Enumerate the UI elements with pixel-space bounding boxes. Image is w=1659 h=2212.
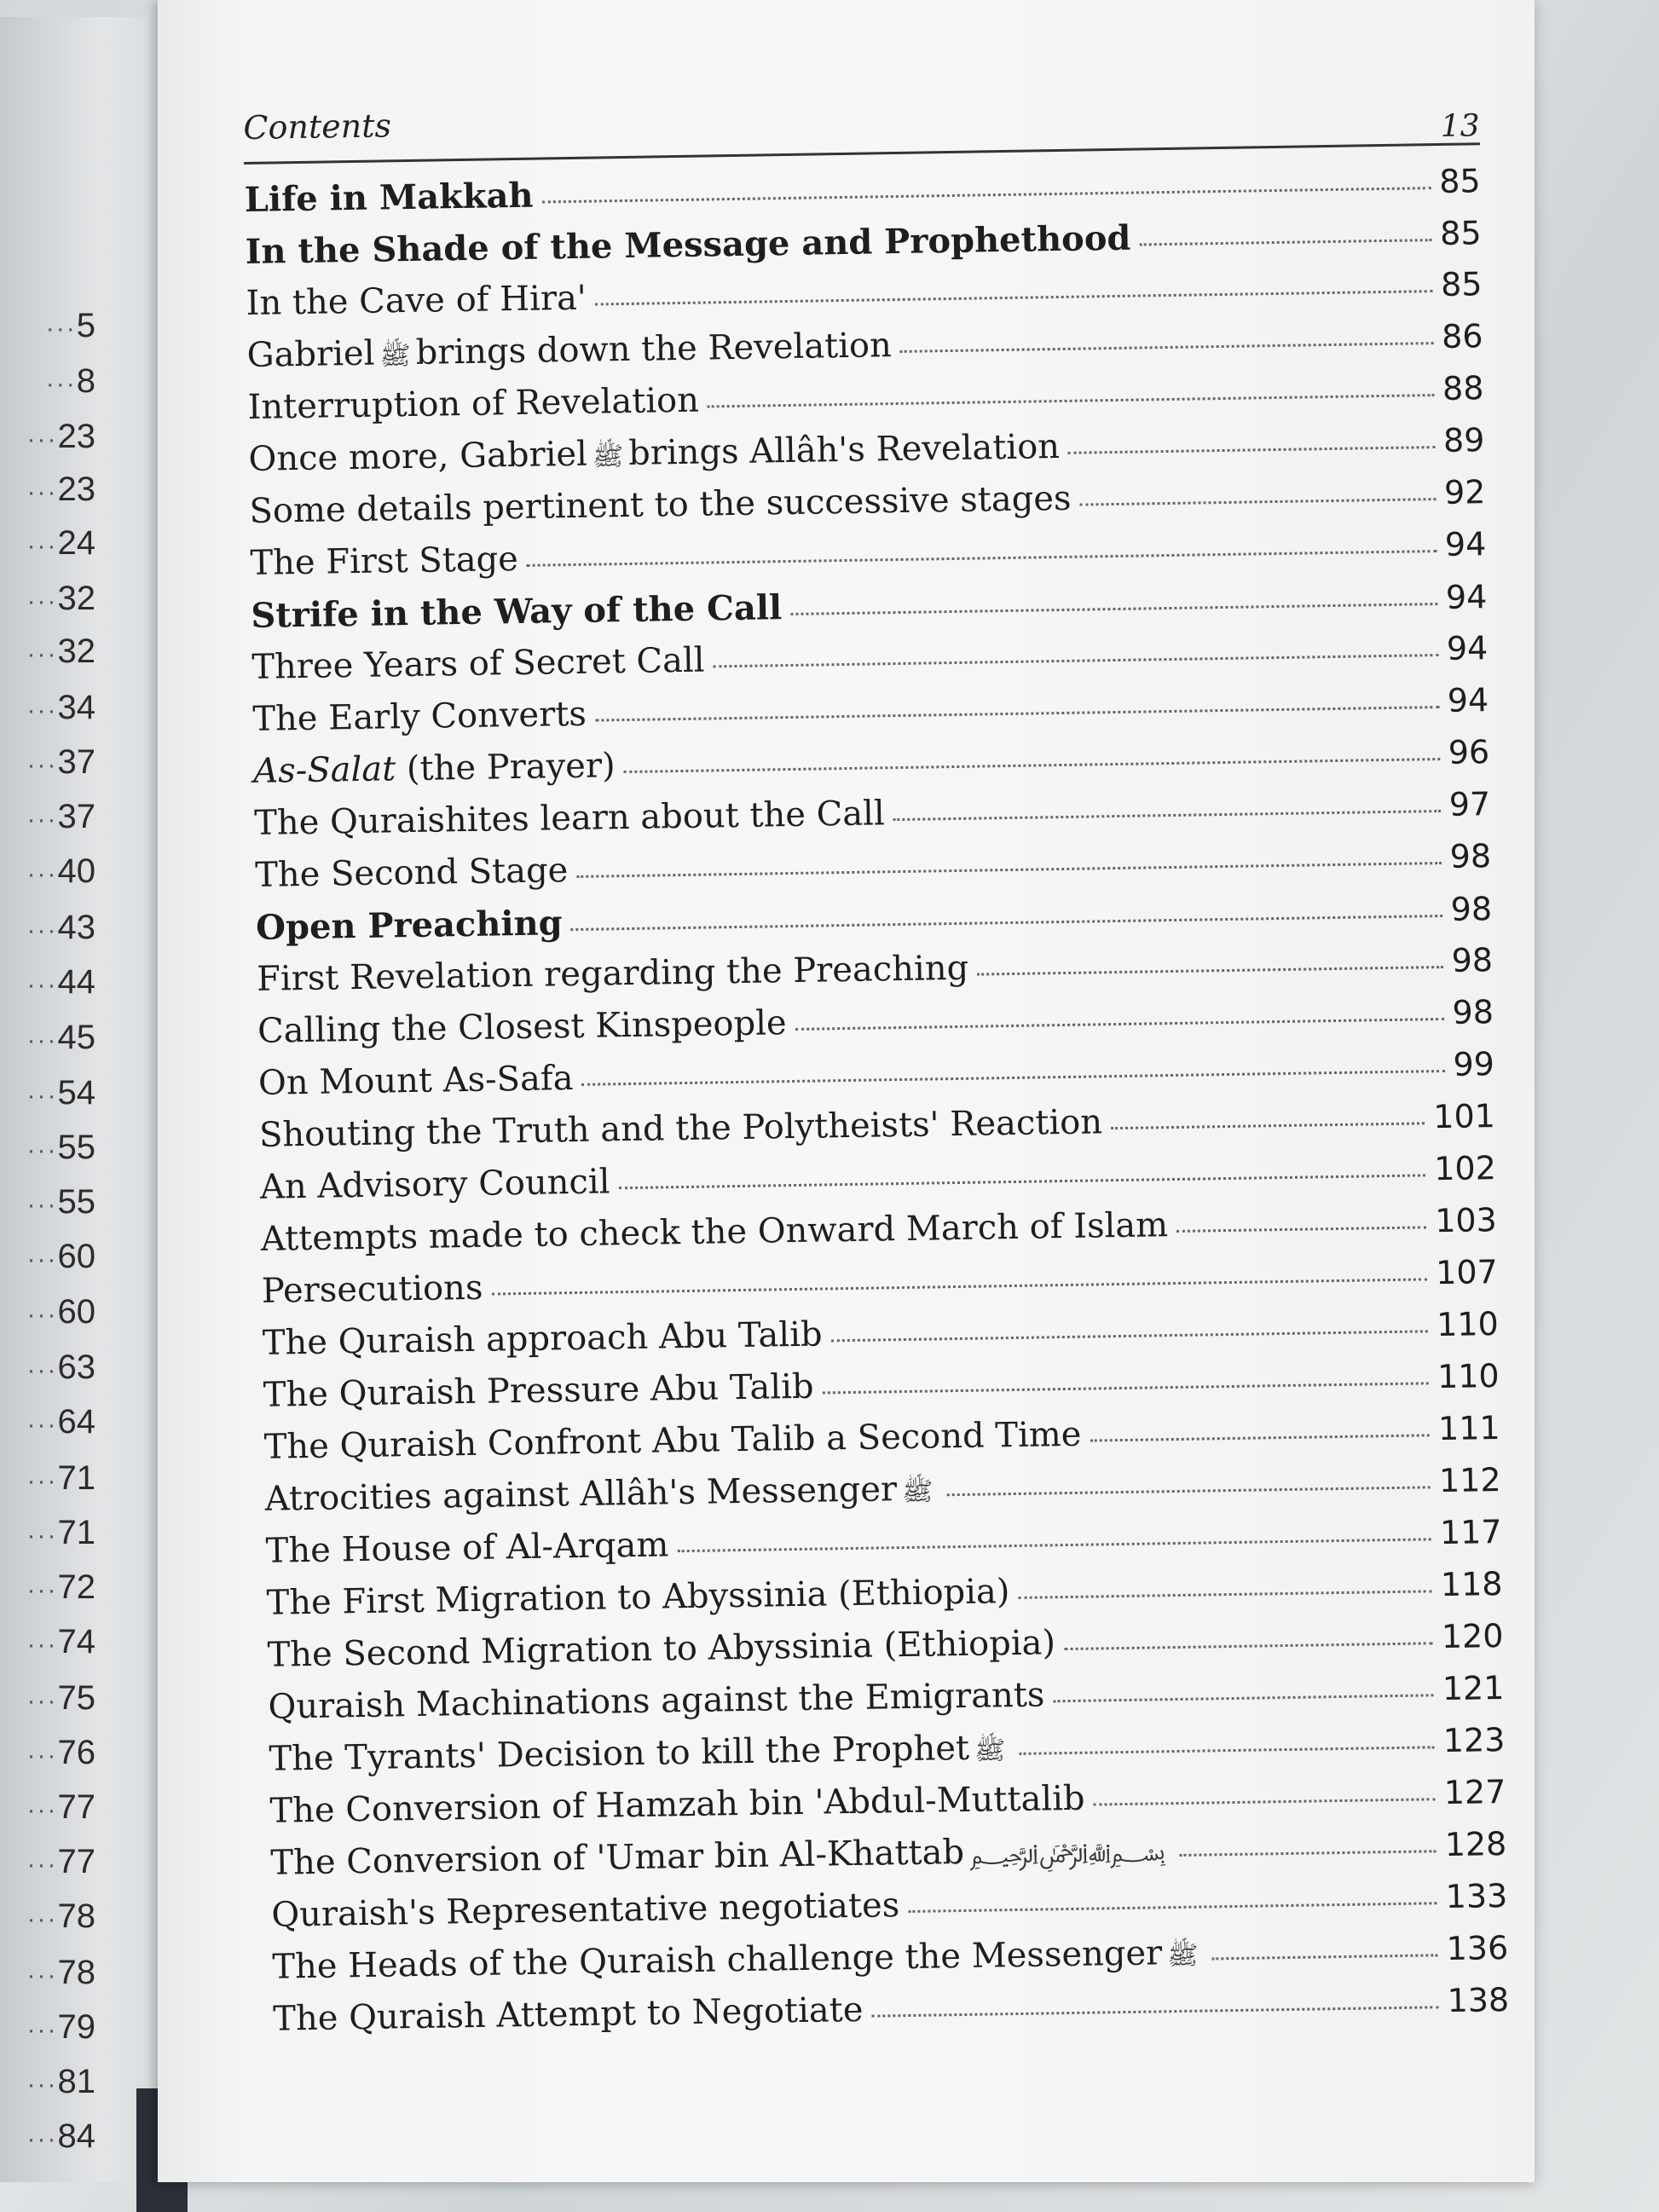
toc-entry-text: The First Stage bbox=[250, 539, 519, 583]
leader-dots: ··· bbox=[45, 370, 77, 398]
toc-entry-page-number: 98 bbox=[1449, 837, 1492, 875]
left-page-number bbox=[19, 1293, 95, 1331]
dot-leader bbox=[1090, 1434, 1430, 1441]
left-page-number bbox=[19, 1897, 95, 1936]
left-page-number-value: 75 bbox=[57, 1679, 95, 1717]
leader-dots: ··· bbox=[26, 1026, 58, 1054]
toc-entry-page-number: 117 bbox=[1439, 1513, 1502, 1552]
page-header bbox=[243, 83, 1480, 165]
toc-entry-title bbox=[244, 176, 533, 220]
left-page-number bbox=[19, 1623, 95, 1661]
toc-entry-text: The Conversion of 'Umar bin Al-Khattab bbox=[270, 1832, 965, 1883]
left-page-number-value: 74 bbox=[57, 1623, 95, 1660]
toc-entry-page-number: 94 bbox=[1446, 629, 1488, 667]
toc-entry-page-number: 96 bbox=[1448, 733, 1490, 771]
toc-entry-text: In the Cave of Hira' bbox=[246, 278, 587, 323]
toc-entry-title bbox=[265, 1525, 668, 1570]
toc-entry-page-number: 94 bbox=[1445, 578, 1488, 616]
toc-entry-page-number: 92 bbox=[1443, 473, 1486, 511]
left-page-number bbox=[19, 2008, 95, 2047]
toc-entry-text: Quraish Machinations against the Emigrants bbox=[268, 1675, 1045, 1727]
toc-entry-title bbox=[251, 587, 782, 636]
dot-leader bbox=[714, 654, 1438, 667]
left-page-number-value: 71 bbox=[57, 1514, 95, 1551]
left-page-number-value: 55 bbox=[57, 1129, 95, 1166]
toc-entry-page-number: 85 bbox=[1440, 265, 1483, 303]
left-page-number-value: 32 bbox=[57, 580, 95, 617]
leader-dots: ··· bbox=[26, 1741, 58, 1770]
toc-entry-text: (the Prayer) bbox=[406, 746, 616, 789]
leader-dots: ··· bbox=[26, 532, 58, 560]
toc-entry-title bbox=[263, 1315, 823, 1363]
toc-entry-title bbox=[258, 1059, 574, 1103]
dot-leader bbox=[1179, 1850, 1436, 1857]
leader-dots: ··· bbox=[26, 1136, 58, 1164]
dot-leader bbox=[1080, 498, 1436, 506]
toc-entry-title bbox=[263, 1367, 813, 1415]
toc-entry-text: Once more, Gabriel bbox=[248, 434, 588, 479]
toc-entry-text: The Heads of the Quraish challenge the Messenger bbox=[272, 1933, 1163, 1987]
toc-entry-page-number: 120 bbox=[1441, 1617, 1504, 1656]
dot-leader bbox=[491, 1278, 1427, 1295]
left-page-number bbox=[19, 1019, 95, 1057]
toc-entry-page-number: 110 bbox=[1436, 1357, 1500, 1396]
left-page-number-value: 45 bbox=[57, 1019, 95, 1056]
left-page-number-value: 77 bbox=[57, 1788, 95, 1826]
toc-entry-text: Shouting the Truth and the Polytheists' Reaction bbox=[258, 1102, 1103, 1155]
leader-dots: ··· bbox=[26, 1245, 58, 1273]
toc-entry-page-number: 112 bbox=[1438, 1461, 1501, 1500]
toc-entry-text: Attempts made to check the Onward March of Islam bbox=[260, 1205, 1169, 1259]
toc-entry-title bbox=[252, 695, 587, 739]
dot-leader bbox=[795, 1018, 1444, 1031]
dot-leader bbox=[619, 1174, 1426, 1189]
honorific-glyph-icon: ﷺ bbox=[901, 1476, 934, 1508]
toc-entry-text: The Quraish Attempt to Negotiate bbox=[272, 1990, 864, 2039]
toc-entry-text: The Quraish approach Abu Talib bbox=[262, 1314, 823, 1363]
toc-entry-text: Three Years of Secret Call bbox=[251, 640, 705, 687]
dot-leader bbox=[1212, 1954, 1438, 1960]
left-page-number-value: 8 bbox=[76, 362, 95, 400]
leader-dots: ··· bbox=[26, 916, 58, 944]
left-page-number-value: 60 bbox=[57, 1238, 95, 1275]
toc-entry-page-number: 138 bbox=[1447, 1980, 1510, 2020]
toc-entry-title bbox=[253, 746, 616, 791]
toc-entry-title bbox=[257, 1003, 787, 1051]
left-page-number-value: 84 bbox=[57, 2117, 95, 2155]
honorific-glyph-icon: ﷽ bbox=[968, 1837, 1166, 1870]
leader-dots: ··· bbox=[26, 1961, 58, 1990]
left-page-number bbox=[19, 1183, 95, 1222]
leader-dots: ··· bbox=[26, 2071, 58, 2099]
dot-leader bbox=[908, 1902, 1437, 1913]
left-page-number bbox=[19, 1074, 95, 1112]
toc-entry-page-number: 118 bbox=[1440, 1565, 1503, 1604]
toc-entry-text: In the Shade of the Message and Prophethood bbox=[245, 217, 1131, 272]
leader-dots: ··· bbox=[26, 1356, 58, 1384]
toc-entry-text: Open Preaching bbox=[255, 903, 564, 948]
toc-entry-page-number: 98 bbox=[1450, 890, 1493, 928]
dot-leader bbox=[1064, 1642, 1433, 1650]
toc-entry-page-number: 101 bbox=[1432, 1097, 1496, 1136]
dot-leader bbox=[595, 290, 1432, 305]
left-page-number-value: 60 bbox=[57, 1293, 95, 1331]
left-page-number bbox=[19, 471, 95, 509]
toc-entry-text: Atrocities against Allâh's Messenger bbox=[264, 1470, 898, 1519]
left-page-number-value: 24 bbox=[57, 524, 95, 562]
toc-entry-italic-text: As-Salat bbox=[252, 749, 396, 791]
dot-leader bbox=[1068, 446, 1435, 454]
left-page-number bbox=[19, 1129, 95, 1167]
left-page-number-value: 81 bbox=[57, 2063, 95, 2100]
toc-entry-text: The Early Converts bbox=[252, 694, 587, 739]
toc-entry-text: Calling the Closest Kinspeople bbox=[257, 1003, 787, 1051]
toc-entry-text: On Mount As-Safa bbox=[257, 1059, 574, 1103]
toc-entry-page-number: 133 bbox=[1445, 1876, 1508, 1916]
dot-leader bbox=[1019, 1590, 1433, 1599]
toc-entry-text: An Advisory Council bbox=[259, 1162, 610, 1207]
toc-entry-page-number: 107 bbox=[1435, 1253, 1499, 1292]
toc-entry-text: The Conversion of Hamzah bin 'Abdul-Muttalib bbox=[269, 1778, 1085, 1831]
leader-dots: ··· bbox=[26, 971, 58, 999]
left-page-number bbox=[19, 1734, 95, 1772]
left-page-number bbox=[19, 524, 95, 563]
toc-entry-text: The Quraish Confront Abu Talib a Second Time bbox=[263, 1414, 1082, 1467]
left-page-number-value: 76 bbox=[57, 1734, 95, 1771]
dot-leader bbox=[823, 1382, 1430, 1394]
left-page-number-value: 54 bbox=[57, 1074, 95, 1112]
dot-leader bbox=[900, 342, 1433, 353]
dot-leader bbox=[527, 550, 1436, 567]
dot-leader bbox=[708, 394, 1434, 407]
leader-dots: ··· bbox=[26, 806, 58, 834]
toc-entry-page-number: 123 bbox=[1442, 1720, 1506, 1760]
leader-dots: ··· bbox=[26, 1467, 58, 1495]
left-page-number-value: 37 bbox=[57, 743, 95, 781]
toc-entry-title bbox=[246, 326, 892, 379]
dot-leader bbox=[624, 758, 1440, 773]
leader-dots: ··· bbox=[26, 1851, 58, 1879]
toc-entry-text: brings down the Revelation bbox=[415, 326, 893, 373]
left-page-number-value: 34 bbox=[57, 689, 95, 726]
leader-dots: ··· bbox=[26, 1576, 58, 1604]
dot-leader bbox=[571, 915, 1442, 931]
dot-leader bbox=[1053, 1694, 1434, 1702]
toc-entry-title bbox=[255, 851, 569, 895]
toc-entry-text: The First Migration to Abyssinia (Ethiopia) bbox=[266, 1572, 1010, 1623]
book-page bbox=[158, 0, 1535, 2182]
left-page-number bbox=[19, 1954, 95, 1992]
left-page-number-value: 23 bbox=[57, 471, 95, 508]
leader-dots: ··· bbox=[26, 1301, 58, 1329]
toc-entry-page-number: 103 bbox=[1434, 1201, 1498, 1240]
left-page-number bbox=[19, 852, 95, 891]
dot-leader bbox=[893, 810, 1441, 821]
toc-entry-page-number: 85 bbox=[1438, 162, 1481, 200]
toc-entry-text: The Quraish Pressure Abu Talib bbox=[263, 1366, 814, 1415]
previous-page-edge bbox=[0, 17, 173, 2182]
toc-entry-page-number: 94 bbox=[1447, 681, 1489, 719]
leader-dots: ··· bbox=[26, 1522, 58, 1550]
left-page-number bbox=[19, 307, 95, 345]
toc-entry-text: The House of Al-Arqam bbox=[265, 1525, 669, 1571]
left-page-number-value: 78 bbox=[57, 1954, 95, 1991]
left-page-number bbox=[19, 418, 95, 456]
left-page-number bbox=[19, 1349, 95, 1387]
leader-dots: ··· bbox=[26, 1411, 58, 1439]
left-page-number bbox=[19, 580, 95, 618]
toc-entry-title bbox=[273, 1990, 864, 2039]
toc-entry-title bbox=[260, 1162, 610, 1206]
left-page-number bbox=[19, 689, 95, 727]
dot-leader bbox=[677, 1538, 1431, 1552]
toc-entry-title bbox=[250, 540, 518, 583]
left-page-number bbox=[19, 743, 95, 782]
left-page-number bbox=[19, 2117, 95, 2156]
left-page-number bbox=[19, 1459, 95, 1498]
toc-entry-text: The Second Stage bbox=[254, 851, 569, 895]
header-title: Contents bbox=[243, 107, 392, 147]
left-page-number-value: 5 bbox=[76, 307, 95, 344]
toc-entry-page-number: 127 bbox=[1443, 1772, 1506, 1812]
toc-entry-text: The Second Migration to Abyssinia (Ethiopia) bbox=[267, 1623, 1056, 1675]
dot-leader bbox=[1140, 239, 1432, 245]
left-page-number-value: 43 bbox=[57, 909, 95, 946]
leader-dots: ··· bbox=[26, 1191, 58, 1219]
leader-dots: ··· bbox=[26, 1905, 58, 1933]
leader-dots: ··· bbox=[26, 751, 58, 779]
dot-leader bbox=[1094, 1798, 1436, 1805]
dot-leader bbox=[595, 706, 1439, 722]
leader-dots: ··· bbox=[26, 1082, 58, 1110]
toc-entry-page-number: 102 bbox=[1433, 1149, 1497, 1188]
left-page-number-value: 79 bbox=[57, 2008, 95, 2046]
toc-entry-text: Quraish's Representative negotiates bbox=[271, 1886, 900, 1935]
toc-entry-title bbox=[247, 381, 699, 427]
left-page-number bbox=[19, 1403, 95, 1441]
dot-leader bbox=[790, 603, 1437, 615]
toc-entry-page-number: 121 bbox=[1442, 1668, 1505, 1708]
dot-leader bbox=[977, 966, 1443, 976]
toc-entry-text: Persecutions bbox=[261, 1268, 483, 1311]
leader-dots: ··· bbox=[26, 640, 58, 668]
left-page-number bbox=[19, 1568, 95, 1607]
toc-entry-text: Gabriel bbox=[246, 333, 375, 375]
dot-leader bbox=[872, 2006, 1439, 2017]
honorific-glyph-icon: ﷺ bbox=[974, 1736, 1006, 1766]
leader-dots: ··· bbox=[26, 478, 58, 506]
dot-leader bbox=[542, 187, 1431, 203]
leader-dots: ··· bbox=[26, 1631, 58, 1659]
leader-dots: ··· bbox=[26, 1796, 58, 1824]
toc-entry-page-number: 94 bbox=[1444, 525, 1487, 563]
toc-entry-page-number: 111 bbox=[1437, 1409, 1500, 1448]
toc-entries bbox=[244, 160, 1509, 2052]
toc-entry-text: First Revelation regarding the Preaching bbox=[256, 948, 969, 999]
leader-dots: ··· bbox=[26, 860, 58, 888]
left-page-number-value: 37 bbox=[57, 798, 95, 835]
left-page-number bbox=[19, 798, 95, 836]
toc-entry-page-number: 128 bbox=[1444, 1824, 1507, 1864]
toc-entry-text: Life in Makkah bbox=[244, 175, 534, 220]
left-page-number bbox=[19, 1238, 95, 1276]
left-page-number bbox=[19, 963, 95, 1002]
toc-entry-page-number: 136 bbox=[1446, 1928, 1509, 1968]
left-page-number-value: 23 bbox=[57, 418, 95, 455]
toc-entry-text: Some details pertinent to the successive stages bbox=[249, 478, 1072, 531]
leader-dots: ··· bbox=[26, 587, 58, 615]
toc-entry-title bbox=[246, 279, 587, 323]
toc-entry-page-number: 86 bbox=[1441, 317, 1483, 355]
toc-entry-text: The Quraishites learn about the Call bbox=[253, 794, 886, 843]
left-page-number-value: 40 bbox=[57, 852, 95, 890]
left-page-number-value: 44 bbox=[57, 963, 95, 1001]
toc-entry-text: The Tyrants' Decision to kill the Prophet bbox=[269, 1728, 970, 1779]
honorific-glyph-icon: ﷺ bbox=[379, 340, 412, 372]
toc-entry-title bbox=[251, 641, 705, 687]
dot-leader bbox=[1176, 1226, 1426, 1233]
header-page-number: 13 bbox=[1440, 108, 1480, 144]
left-page-number bbox=[19, 362, 95, 401]
dot-leader bbox=[1019, 1746, 1435, 1755]
dot-leader bbox=[1111, 1122, 1425, 1129]
left-page-number-value: 71 bbox=[57, 1459, 95, 1497]
toc-entry-title bbox=[262, 1268, 483, 1311]
toc-entry-page-number: 97 bbox=[1448, 785, 1491, 823]
left-page-number bbox=[19, 909, 95, 947]
toc-entry-page-number: 98 bbox=[1451, 941, 1494, 979]
left-page-number-value: 63 bbox=[57, 1349, 95, 1386]
leader-dots: ··· bbox=[26, 2016, 58, 2044]
toc-entry-page-number: 85 bbox=[1439, 214, 1482, 252]
dot-leader bbox=[576, 862, 1441, 878]
honorific-glyph-icon: ﷺ bbox=[592, 442, 624, 472]
left-page-number-value: 78 bbox=[57, 1897, 95, 1935]
left-page-number bbox=[19, 1679, 95, 1718]
toc-entry-page-number: 88 bbox=[1442, 369, 1484, 407]
leader-dots: ··· bbox=[45, 315, 77, 343]
toc-entry-text: Strife in the Way of the Call bbox=[251, 587, 783, 636]
left-page-number-value: 32 bbox=[57, 632, 95, 670]
left-page-number bbox=[19, 1843, 95, 1881]
toc-entry-page-number: 98 bbox=[1452, 993, 1494, 1031]
dot-leader bbox=[582, 1070, 1445, 1086]
left-page-number bbox=[19, 1514, 95, 1552]
dot-leader bbox=[946, 1486, 1431, 1496]
toc-entry-page-number: 89 bbox=[1442, 421, 1485, 459]
leader-dots: ··· bbox=[26, 1687, 58, 1715]
leader-dots: ··· bbox=[26, 425, 58, 453]
leader-dots: ··· bbox=[26, 2125, 58, 2153]
honorific-glyph-icon: ﷺ bbox=[1167, 1940, 1199, 1972]
toc-entry-page-number: 110 bbox=[1436, 1305, 1500, 1344]
left-page-number-value: 64 bbox=[57, 1403, 95, 1441]
contents-block bbox=[243, 83, 1512, 2147]
toc-entry-title bbox=[256, 903, 563, 948]
left-page-number bbox=[19, 1788, 95, 1827]
toc-entry-text: Interruption of Revelation bbox=[247, 380, 700, 427]
toc-entry-page-number: 99 bbox=[1453, 1045, 1495, 1083]
left-page-number-value: 72 bbox=[57, 1568, 95, 1606]
toc-entry-text: brings Allâh's Revelation bbox=[627, 427, 1061, 473]
dot-leader bbox=[831, 1330, 1429, 1342]
left-page-number bbox=[19, 2063, 95, 2101]
left-page-number-value: 77 bbox=[57, 1843, 95, 1880]
leader-dots: ··· bbox=[26, 696, 58, 725]
left-page-number-value: 55 bbox=[57, 1183, 95, 1221]
left-page-number bbox=[19, 632, 95, 671]
